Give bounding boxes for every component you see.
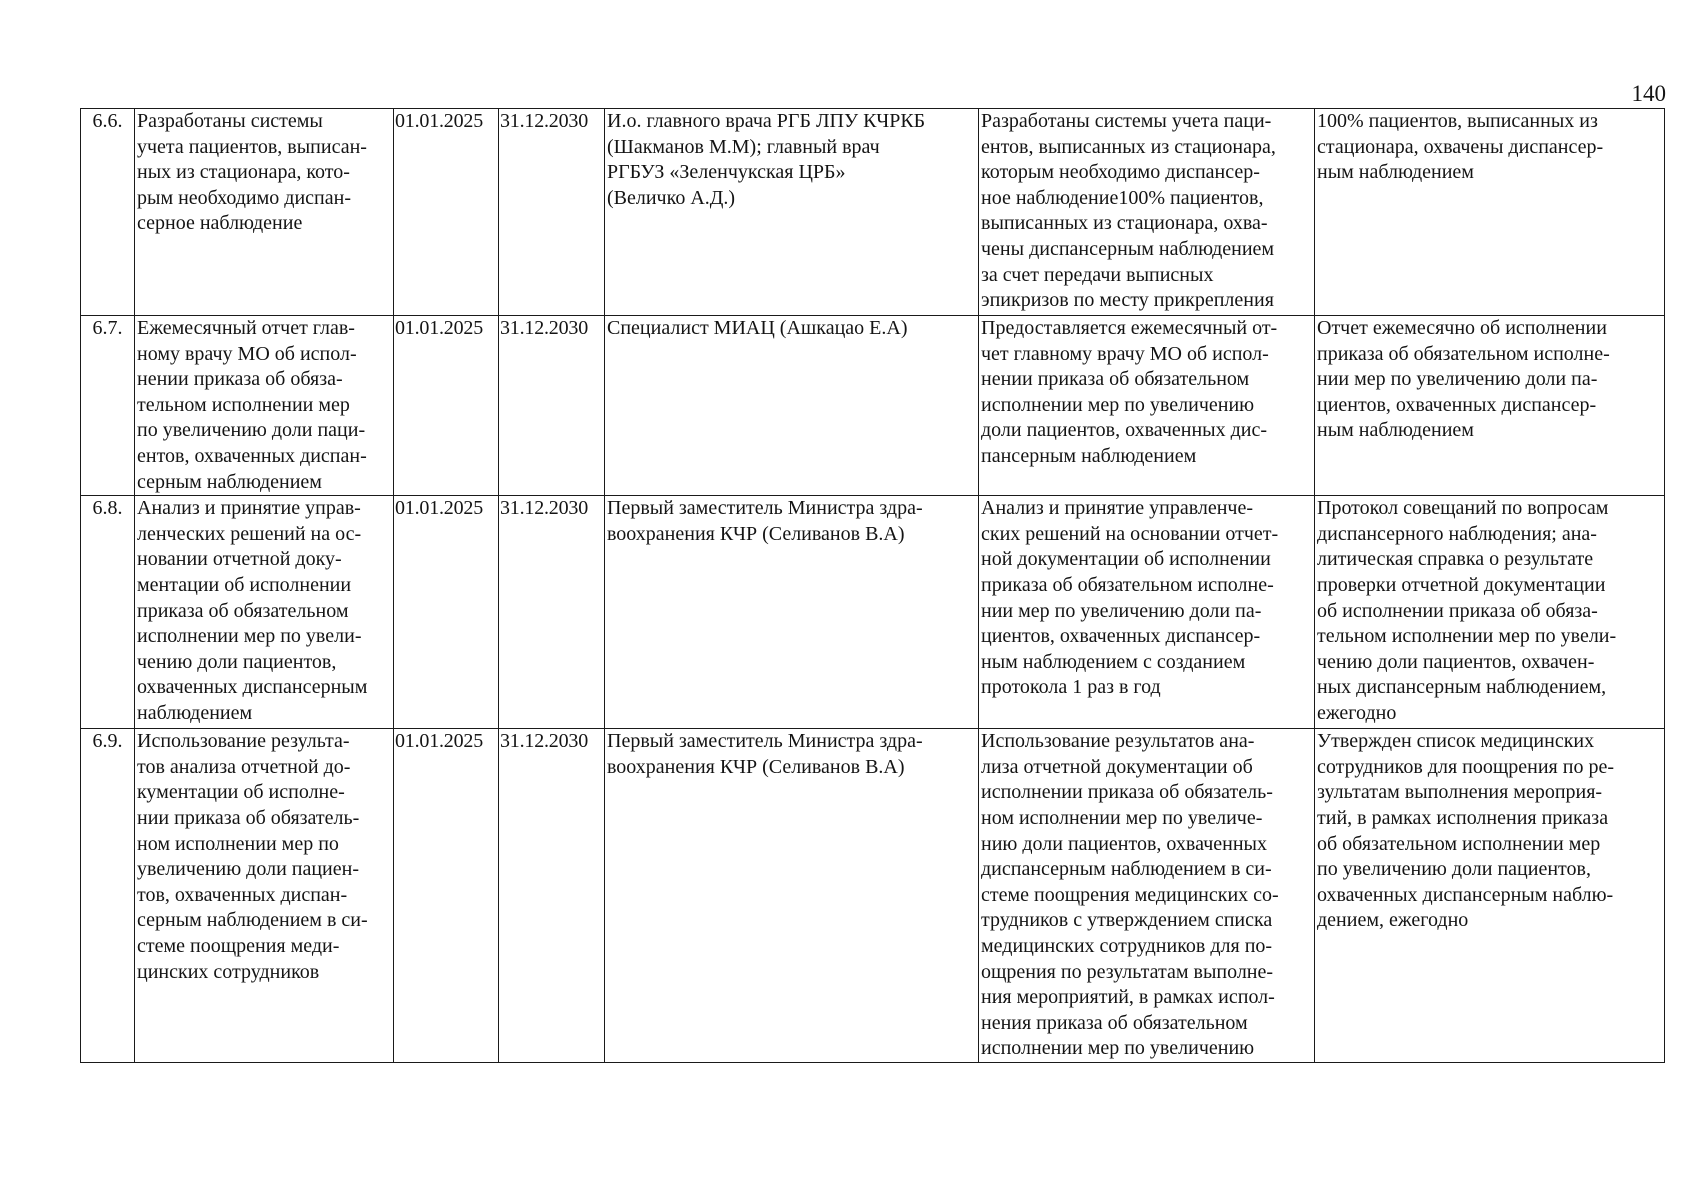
table-row <box>81 729 1665 1063</box>
responsible-cell: Первый заместитель Министра здра- воохранения КЧР (Селиванов В.А) <box>605 496 979 729</box>
result-cell: Протокол совещаний по вопросам диспансерного наблюдения; ана- литическая справка о результате проверки отчетной документации об исполнении приказа об обяза- тельном исполнении мер по увели- чению доли пациентов, охвачен- ных диспансерным наблюдением, ежегодно <box>1315 496 1665 729</box>
end-date-cell: 31.12.2030 <box>499 496 605 729</box>
table-row <box>81 109 1665 316</box>
responsible-cell: Первый заместитель Министра здра- воохранения КЧР (Селиванов В.А) <box>605 729 979 1063</box>
end-date-cell: 31.12.2030 <box>499 316 605 496</box>
start-date-cell: 01.01.2025 <box>394 316 499 496</box>
end-date-cell: 31.12.2030 <box>499 729 605 1063</box>
characteristic-cell: Анализ и принятие управленче- ских решений на основании отчет- ной документации об исполнении приказа об обязательном исполне- нии мер по увеличению доли па- циентов, охваченных диспансер- ным наблюдением с созданием протокола 1 раз в год <box>979 496 1315 729</box>
responsible-cell: И.о. главного врача РГБ ЛПУ КЧРКБ (Шакманов М.М); главный врач РГБУЗ «Зеленчукская ЦРБ» (Величко А.Д.) <box>605 109 979 316</box>
start-date-cell: 01.01.2025 <box>394 729 499 1063</box>
row-number-cell: 6.7. <box>81 316 135 496</box>
row-number-cell: 6.6. <box>81 109 135 316</box>
start-date-cell: 01.01.2025 <box>394 109 499 316</box>
page-number: 140 <box>1631 81 1666 106</box>
event-cell: Использование результа- тов анализа отчетной до- кументации об исполне- нии приказа об обязатель- ном исполнении мер по увеличению доли пациен- тов, охваченных диспан- серным наблюдением в си- стеме поощрения меди- цинских сотрудников <box>135 729 394 1063</box>
start-date-cell: 01.01.2025 <box>394 496 499 729</box>
end-date-cell: 31.12.2030 <box>499 109 605 316</box>
result-cell: 100% пациентов, выписанных из стационара, охвачены диспансер- ным наблюдением <box>1315 109 1665 316</box>
characteristic-cell: Использование результатов ана- лиза отчетной документации об исполнении приказа об обязатель- ном исполнении мер по увеличе- нию доли пациентов, охваченных диспансерным наблюдением в си- стеме поощрения медицинских со- трудников с утверждением списка медицинских сотрудников для по- ощрения по результатам выполне- ния мероприятий, в рамках испол- нения приказа об обязательном исполнении мер по увеличению <box>979 729 1315 1063</box>
characteristic-cell: Разработаны системы учета паци- ентов, выписанных из стационара, которым необходимо диспансер- ное наблюдение100% пациентов, выписанных из стационара, охва- чены диспансерным наблюдением за счет передачи выписных эпикризов по месту прикрепления <box>979 109 1315 316</box>
result-cell: Утвержден список медицинских сотрудников для поощрения по ре- зультатам выполнения мероприя- тий, в рамках исполнения приказа об обязательном исполнении мер по увеличению доли пациентов, охваченных диспансерным наблю- дением, ежегодно <box>1315 729 1665 1063</box>
event-cell: Разработаны системы учета пациентов, выписан- ных из стационара, кото- рым необходимо диспан- серное наблюдение <box>135 109 394 316</box>
table-row <box>81 496 1665 729</box>
measures-table <box>80 108 1665 1063</box>
event-cell: Анализ и принятие управ- ленческих решений на ос- новании отчетной доку- ментации об исполнении приказа об обязательном исполнении мер по увели- чению доли пациентов, охваченных диспансерным наблюдением <box>135 496 394 729</box>
table-row <box>81 316 1665 496</box>
row-number-cell: 6.9. <box>81 729 135 1063</box>
event-cell: Ежемесячный отчет глав- ному врачу МО об испол- нении приказа об обяза- тельном исполнении мер по увеличению доли паци- ентов, охваченных диспан- серным наблюдением <box>135 316 394 496</box>
row-number-cell: 6.8. <box>81 496 135 729</box>
characteristic-cell: Предоставляется ежемесячный от- чет главному врачу МО об испол- нении приказа об обязательном исполнении мер по увеличению доли пациентов, охваченных дис- пансерным наблюдением <box>979 316 1315 496</box>
responsible-cell: Специалист МИАЦ (Ашкацао Е.А) <box>605 316 979 496</box>
result-cell: Отчет ежемесячно об исполнении приказа об обязательном исполне- нии мер по увеличению доли па- циентов, охваченных диспансер- ным наблюдением <box>1315 316 1665 496</box>
